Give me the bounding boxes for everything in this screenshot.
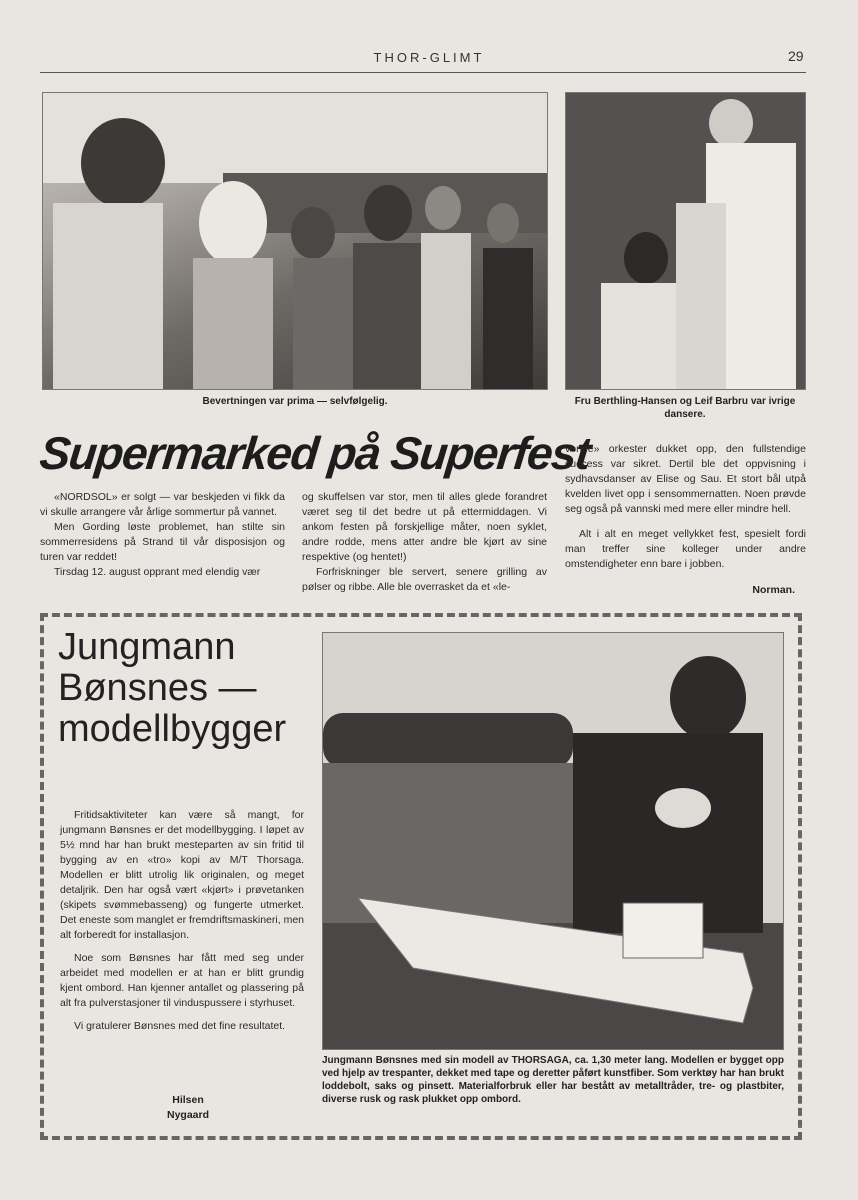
party-figures-illustration xyxy=(43,93,547,389)
article-column-3 xyxy=(565,442,806,572)
dancers-illustration xyxy=(566,93,805,389)
paragraph: Vi gratulerer Bønsnes med det fine resultatet. xyxy=(74,1020,286,1032)
person-body xyxy=(293,258,353,389)
person-head xyxy=(81,118,165,208)
party-photo-left xyxy=(42,92,548,390)
title-line: Bønsnes — xyxy=(58,667,257,709)
person-body xyxy=(53,203,163,389)
person-head xyxy=(425,186,461,230)
pipe xyxy=(323,713,573,768)
author-name: Nygaard xyxy=(166,1109,209,1121)
article2-title xyxy=(58,627,286,750)
ship-superstructure xyxy=(623,903,703,958)
person-body xyxy=(353,243,423,389)
model-ship-illustration xyxy=(323,633,783,1049)
article-signature: Norman. xyxy=(752,584,795,596)
person-head xyxy=(487,203,519,243)
paragraph: Alt i alt en meget vellykket fest, spesielt fordi man treffer sine kolleger under andre omstendigheter enn bare i jobben. xyxy=(565,528,806,570)
paragraph: Tirsdag 12. august opprant med elendig vær xyxy=(54,566,261,578)
paragraph: Fritidsaktiviteter kan være så mangt, for jungmann Bønsnes er det modellbygging. I løpet av 5½ mnd har han brukt mesteparten av sin fritid til bygging av en «tro» kopi av M/T Thorsaga. Modellen er blitt utrolig lik originalen, og meget detaljrik. Den har også vært «kjørt» i prøvetanken (skipets svømmebasseng) og fungerte utmerket. Det eneste som manglet er fremdriftsmaskineri, men alt forberedt for installasjon. xyxy=(60,809,304,941)
photo-caption-right: Fru Berthling-Hansen og Leif Barbru var ivrige dansere. xyxy=(574,396,796,420)
paragraph: og skuffelsen var stor, men til alles glede forandret været seg til det bedre ut på ettermiddagen. Vi ankom festen på forskjellige måter, noen syklet, andre rodde, mens atter andre ble kjørt av sine respektive (og hentet!) xyxy=(302,491,547,563)
person-head xyxy=(199,181,267,265)
title-line: Jungmann xyxy=(58,626,236,668)
boy-head xyxy=(670,656,746,740)
greeting xyxy=(118,1093,258,1123)
article-column-1 xyxy=(40,490,285,580)
article-headline: Supermarked på Superfest xyxy=(37,427,593,479)
paragraph: Men Gording løste problemet, han stilte sin sommerresidens på Strand til vår disposisjon og turen var reddet! xyxy=(40,521,285,563)
person-head xyxy=(364,185,412,241)
article2-body xyxy=(60,808,304,1036)
person-head xyxy=(709,99,753,147)
paragraph: Forfriskninger ble servert, senere grilling av pølser og ribbe. Alle ble overrasket da et «le- xyxy=(302,566,547,593)
paragraph: vende» orkester dukket opp, den fullstendige success var sikret. Dertil ble det oppvisning i sydhavsdanser av Elise og Sau. Et stort bål utpå kvelden livet opp i sensommernatten. Noen prøvde seg også på vannski med mere eller mindre hell. xyxy=(565,443,806,515)
header-rule xyxy=(40,72,806,73)
person-head xyxy=(291,207,335,259)
running-title: THOR-GLIMT xyxy=(373,50,485,65)
model-photo-caption: Jungmann Bønsnes med sin modell av THORSAGA, ca. 1,30 meter lang. Modellen er bygget opp ved hjelp av trespanter, dekket med tape og deretter påført kunstfiber. Som verktøy har han brukt loddebolt, saks og pinsett. Materialforbruk eller har bestått av metalltråder, tre- og plastbiter, diverse rusk og rask plukket opp ombord. xyxy=(322,1055,784,1105)
article-column-2 xyxy=(302,490,547,595)
title-line: modellbygger xyxy=(58,708,287,750)
person-body xyxy=(193,258,273,389)
greeting-word: Hilsen xyxy=(172,1094,204,1106)
photo-caption-left: Bevertningen var prima — selvfølgelig. xyxy=(202,396,388,407)
tshirt-logo xyxy=(655,788,711,828)
person-head xyxy=(624,232,668,284)
page-number: 29 xyxy=(788,48,804,64)
person-body xyxy=(676,203,726,389)
model-ship-photo xyxy=(322,632,784,1050)
dancers-photo xyxy=(565,92,806,390)
person-body xyxy=(483,248,533,389)
paragraph: Noe som Bønsnes har fått med seg under arbeidet med modellen er at han er blitt grundig kjent ombord. Han kjenner antallet og plassering på alt fra pulverstasjoner til vinduspussere i styrhuset. xyxy=(60,952,304,1009)
paragraph: «NORDSOL» er solgt — var beskjeden vi fikk da vi skulle arrangere vår årlige sommertur på vannet. xyxy=(40,491,285,518)
person-body xyxy=(601,283,681,389)
person-body xyxy=(421,233,471,389)
